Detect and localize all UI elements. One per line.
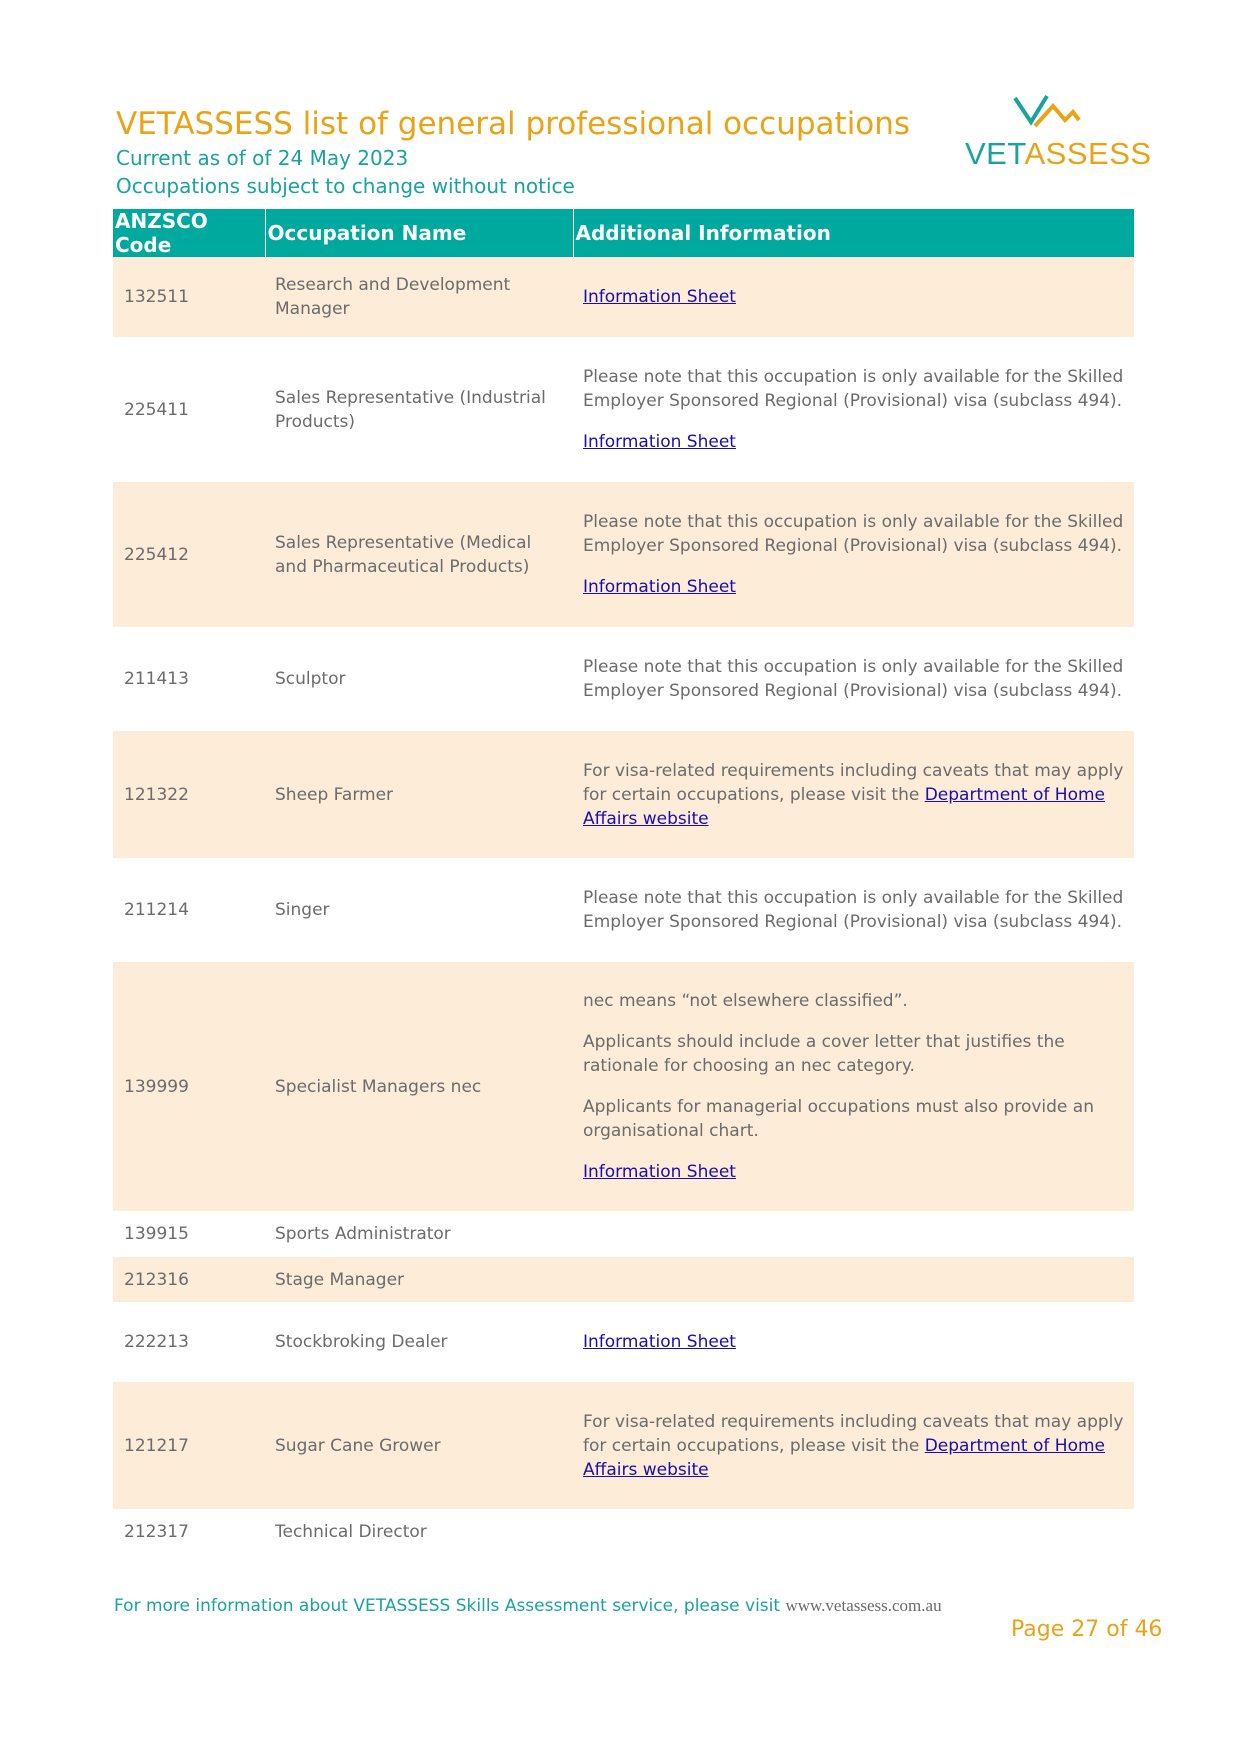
vetassess-logo bbox=[965, 92, 1152, 176]
additional-info bbox=[573, 337, 1134, 482]
column-header-code: ANZSCO Code bbox=[113, 209, 265, 257]
logo-wordmark bbox=[965, 136, 1152, 172]
table-row bbox=[113, 858, 1134, 962]
anzsco-code: 139999 bbox=[113, 962, 265, 1211]
logo-text-assess: ASSESS bbox=[1024, 136, 1152, 171]
information-sheet-link[interactable]: Information Sheet bbox=[583, 1162, 736, 1182]
occupation-name: Sugar Cane Grower bbox=[265, 1382, 573, 1509]
information-sheet-link[interactable]: Information Sheet bbox=[583, 1332, 736, 1352]
page-header bbox=[116, 104, 910, 200]
logo-text-vet: VET bbox=[965, 136, 1025, 171]
table-row bbox=[113, 257, 1134, 337]
anzsco-code: 222213 bbox=[124, 1332, 189, 1352]
anzsco-code: 225411 bbox=[124, 399, 189, 420]
table-header-row bbox=[113, 209, 1134, 257]
additional-info bbox=[573, 962, 1134, 1211]
occupation-name: Specialist Managers nec bbox=[265, 962, 573, 1211]
additional-info bbox=[573, 1302, 1134, 1382]
occupation-name: Research and Development Manager bbox=[265, 257, 573, 337]
home-affairs-link[interactable]: Department of Home Affairs website bbox=[583, 784, 1105, 829]
info-note: Please note that this occupation is only available for the Skilled Employer Sponsored Regional (Provisional) visa (subclass 494). bbox=[583, 367, 1124, 411]
occupation-name: Sculptor bbox=[275, 669, 346, 689]
table-row bbox=[113, 1382, 1134, 1509]
column-header-name: Occupation Name bbox=[265, 209, 573, 257]
additional-info bbox=[573, 1257, 1134, 1302]
info-note: Please note that this occupation is only available for the Skilled Employer Sponsored Regional (Provisional) visa (subclass 494). bbox=[583, 888, 1124, 932]
additional-info bbox=[573, 1509, 1134, 1555]
logo-mark-icon bbox=[1013, 92, 1083, 140]
anzsco-code: 121322 bbox=[113, 731, 265, 858]
table-row bbox=[113, 1257, 1134, 1302]
occupation-name: Sheep Farmer bbox=[265, 731, 573, 858]
information-sheet-link[interactable]: Information Sheet bbox=[583, 287, 736, 307]
occupation-name: Sports Administrator bbox=[275, 1224, 451, 1244]
table-row bbox=[113, 731, 1134, 858]
anzsco-code: 212316 bbox=[113, 1257, 265, 1302]
table-row bbox=[113, 1509, 1134, 1555]
occupation-name: Stockbroking Dealer bbox=[275, 1332, 448, 1352]
anzsco-code: 212317 bbox=[124, 1522, 189, 1542]
additional-info bbox=[573, 1211, 1134, 1257]
table-row bbox=[113, 482, 1134, 627]
page-title: VETASSESS list of general professional occupations bbox=[116, 106, 911, 142]
occupation-name: Singer bbox=[275, 900, 330, 920]
table-row bbox=[113, 1211, 1134, 1257]
table-row bbox=[113, 1302, 1134, 1382]
anzsco-code: 121217 bbox=[113, 1382, 265, 1509]
footer-note bbox=[114, 1596, 942, 1616]
anzsco-code: 225412 bbox=[113, 482, 265, 627]
additional-info bbox=[573, 858, 1134, 962]
info-note: Please note that this occupation is only available for the Skilled Employer Sponsored Regional (Provisional) visa (subclass 494). bbox=[583, 657, 1124, 701]
visa-requirements-text: For visa-related requirements including caveats that may apply for certain occupations, please visit the bbox=[583, 1411, 1124, 1456]
occupations-table bbox=[113, 209, 1134, 1555]
footer-text: For more information about VETASSESS Skills Assessment service, please visit bbox=[114, 1596, 786, 1616]
nec-definition: nec means “not elsewhere classified”. bbox=[583, 991, 908, 1011]
table-row bbox=[113, 627, 1134, 731]
change-notice: Occupations subject to change without notice bbox=[116, 174, 575, 198]
information-sheet-link[interactable]: Information Sheet bbox=[583, 577, 736, 597]
anzsco-code: 139915 bbox=[124, 1224, 189, 1244]
additional-info bbox=[573, 731, 1134, 858]
current-date: Current as of of 24 May 2023 bbox=[116, 146, 409, 170]
table-row bbox=[113, 337, 1134, 482]
information-sheet-link[interactable]: Information Sheet bbox=[583, 432, 736, 452]
occupation-name: Technical Director bbox=[275, 1522, 427, 1542]
home-affairs-link[interactable]: Department of Home Affairs website bbox=[583, 1435, 1105, 1480]
cover-letter-note: Applicants should include a cover letter that justifies the rationale for choosing an nec category. bbox=[583, 1032, 1065, 1076]
managerial-note: Applicants for managerial occupations must also provide an organisational chart. bbox=[583, 1097, 1094, 1141]
occupation-name: Sales Representative (Medical and Pharmaceutical Products) bbox=[265, 482, 573, 627]
occupation-name: Stage Manager bbox=[265, 1257, 573, 1302]
column-header-info: Additional Information bbox=[573, 209, 1134, 257]
visa-requirements-text: For visa-related requirements including caveats that may apply for certain occupations, please visit the bbox=[583, 760, 1124, 805]
additional-info bbox=[573, 1382, 1134, 1509]
additional-info bbox=[573, 627, 1134, 731]
additional-info bbox=[573, 482, 1134, 627]
page-number: Page 27 of 46 bbox=[1011, 1617, 1163, 1642]
additional-info bbox=[573, 257, 1134, 337]
anzsco-code: 211413 bbox=[124, 669, 189, 689]
footer-url[interactable]: www.vetassess.com.au bbox=[785, 1596, 942, 1615]
anzsco-code: 211214 bbox=[124, 900, 189, 920]
info-note: Please note that this occupation is only available for the Skilled Employer Sponsored Regional (Provisional) visa (subclass 494). bbox=[583, 512, 1124, 556]
occupation-name: Sales Representative (Industrial Products) bbox=[275, 387, 546, 432]
table-row bbox=[113, 962, 1134, 1211]
anzsco-code: 132511 bbox=[113, 257, 265, 337]
